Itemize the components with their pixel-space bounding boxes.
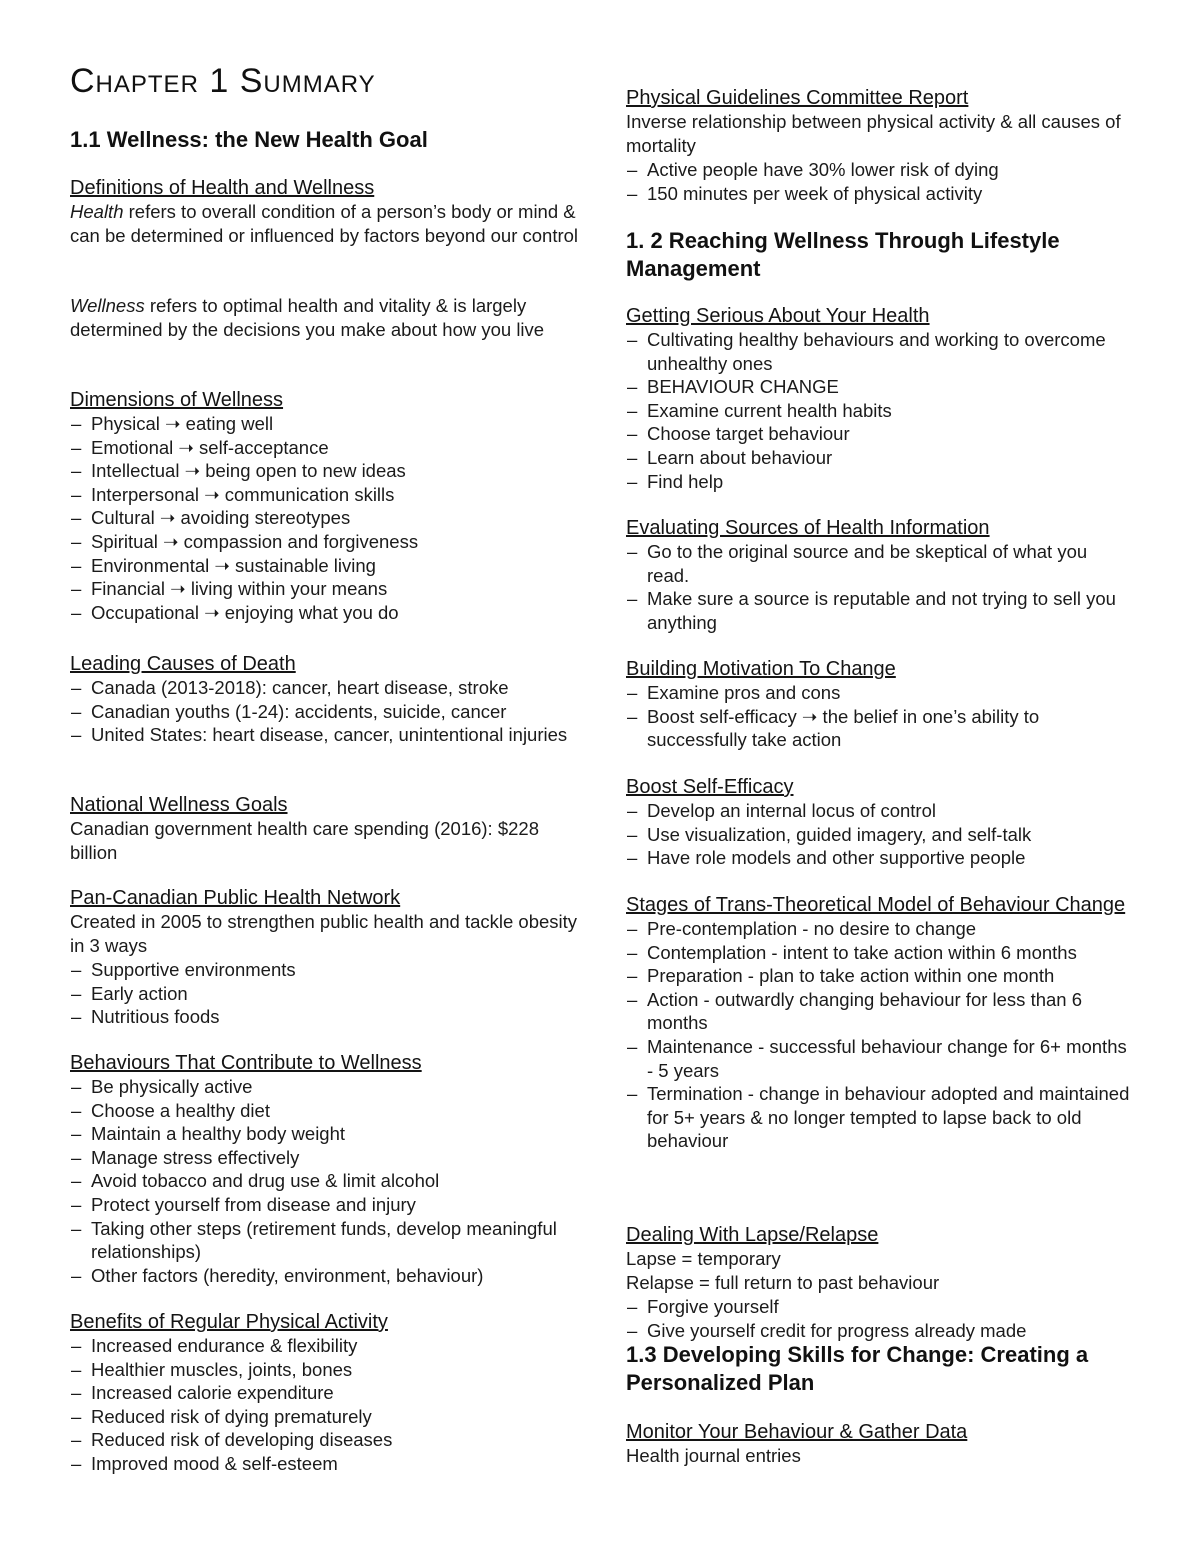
- list-item: – Physical ➝ eating well: [70, 412, 580, 436]
- definitions-block: [70, 176, 580, 248]
- subheading-sources: Evaluating Sources of Health Information: [626, 517, 990, 539]
- sources-list: [626, 540, 1131, 634]
- relapse-line: Relapse = full return to past behaviour: [626, 1272, 940, 1293]
- subheading-motivation: Building Motivation To Change: [626, 658, 896, 680]
- sources-block: [626, 516, 1131, 634]
- lapse-list: [626, 1295, 1131, 1342]
- monitor-text: Health journal entries: [626, 1445, 801, 1466]
- efficacy-block: [626, 775, 1131, 870]
- health-definition: [70, 200, 580, 248]
- subheading-stages: Stages of Trans-Theoretical Model of Behaviour Change: [626, 894, 1126, 916]
- list-item: – Interpersonal ➝ communication skills: [70, 483, 580, 507]
- section-heading-1-1: 1.1 Wellness: the New Health Goal: [70, 127, 428, 152]
- list-item: – Learn about behaviour: [626, 446, 1131, 470]
- list-item: – Termination - change in behaviour adopted and maintained for 5+ years & no longer tempted to lapse back to old behaviour: [626, 1082, 1131, 1153]
- list-item: – Canada (2013-2018): cancer, heart disease, stroke: [70, 676, 580, 700]
- subheading-benefits: Benefits of Regular Physical Activity: [70, 1311, 388, 1333]
- list-item: – Protect yourself from disease and injury: [70, 1193, 580, 1217]
- list-item: – Pre-contemplation - no desire to change: [626, 917, 1131, 941]
- list-item: – Increased calorie expenditure: [70, 1381, 580, 1405]
- subheading-serious: Getting Serious About Your Health: [626, 305, 930, 327]
- efficacy-list: [626, 799, 1131, 870]
- list-item: – Maintenance - successful behaviour change for 6+ months - 5 years: [626, 1035, 1131, 1082]
- stages-list: [626, 917, 1131, 1153]
- list-item: – 150 minutes per week of physical activity: [626, 182, 1131, 206]
- subheading-network: Pan-Canadian Public Health Network: [70, 887, 401, 909]
- subheading-definitions: Definitions of Health and Wellness: [70, 177, 375, 199]
- subheading-efficacy: Boost Self-Efficacy: [626, 776, 794, 798]
- list-item: – Reduced risk of developing diseases: [70, 1428, 580, 1452]
- subheading-behaviours: Behaviours That Contribute to Wellness: [70, 1052, 422, 1074]
- behaviours-list: [70, 1075, 580, 1287]
- committee-list: [626, 158, 1131, 205]
- list-item: – Financial ➝ living within your means: [70, 577, 580, 601]
- list-item: – Contemplation - intent to take action within 6 months: [626, 941, 1131, 965]
- list-item: – Choose target behaviour: [626, 422, 1131, 446]
- causes-block: [70, 652, 580, 747]
- list-item: – Active people have 30% lower risk of dying: [626, 158, 1131, 182]
- benefits-list: [70, 1334, 580, 1476]
- list-item: – Emotional ➝ self-acceptance: [70, 436, 580, 460]
- serious-block: [626, 304, 1131, 493]
- list-item: – Choose a healthy diet: [70, 1099, 580, 1123]
- dimensions-list: [70, 412, 580, 624]
- list-item: – Forgive yourself: [626, 1295, 1131, 1319]
- list-item: – Be physically active: [70, 1075, 580, 1099]
- list-item: – Environmental ➝ sustainable living: [70, 554, 580, 578]
- committee-block: [626, 86, 1131, 205]
- list-item: – Reduced risk of dying prematurely: [70, 1405, 580, 1429]
- subheading-monitor: Monitor Your Behaviour & Gather Data: [626, 1421, 968, 1443]
- behaviours-block: [70, 1051, 580, 1287]
- list-item: – United States: heart disease, cancer, unintentional injuries: [70, 723, 580, 747]
- list-item: – Examine pros and cons: [626, 681, 1131, 705]
- wellness-definition: [70, 294, 580, 342]
- list-item: – Nutritious foods: [70, 1005, 580, 1029]
- list-item: – Supportive environments: [70, 958, 580, 982]
- section-heading-1-3: 1.3 Developing Skills for Change: Creating a Personalized Plan: [626, 1342, 1089, 1395]
- health-term: Health: [70, 201, 124, 222]
- list-item: – Go to the original source and be skeptical of what you read.: [626, 540, 1131, 587]
- list-item: – Make sure a source is reputable and not trying to sell you anything: [626, 587, 1131, 634]
- list-item: – BEHAVIOUR CHANGE: [626, 375, 1131, 399]
- list-item: – Canadian youths (1-24): accidents, suicide, cancer: [70, 700, 580, 724]
- list-item: – Other factors (heredity, environment, behaviour): [70, 1264, 580, 1288]
- list-item: – Increased endurance & flexibility: [70, 1334, 580, 1358]
- list-item: – Maintain a healthy body weight: [70, 1122, 580, 1146]
- list-item: – Healthier muscles, joints, bones: [70, 1358, 580, 1382]
- wellness-definition-block: [70, 294, 580, 342]
- list-item: – Use visualization, guided imagery, and self-talk: [626, 823, 1131, 847]
- serious-list: [626, 328, 1131, 493]
- stages-block: [626, 893, 1131, 1153]
- network-list: [70, 958, 580, 1029]
- committee-text: Inverse relationship between physical activity & all causes of mortality: [626, 111, 1121, 156]
- causes-list: [70, 676, 580, 747]
- goals-text: Canadian government health care spending (2016): $228 billion: [70, 818, 539, 863]
- list-item: – Have role models and other supportive people: [626, 846, 1131, 870]
- network-text: Created in 2005 to strengthen public health and tackle obesity in 3 ways: [70, 911, 578, 956]
- list-item: – Manage stress effectively: [70, 1146, 580, 1170]
- benefits-block: [70, 1310, 580, 1476]
- list-item: – Improved mood & self-esteem: [70, 1452, 580, 1476]
- list-item: – Examine current health habits: [626, 399, 1131, 423]
- list-item: – Intellectual ➝ being open to new ideas: [70, 459, 580, 483]
- list-item: – Early action: [70, 982, 580, 1006]
- wellness-text: refers to optimal health and vitality & is largely determined by the decisions you make about how you live: [70, 295, 545, 340]
- list-item: – Develop an internal locus of control: [626, 799, 1131, 823]
- wellness-term: Wellness: [70, 295, 145, 316]
- list-item: – Occupational ➝ enjoying what you do: [70, 601, 580, 625]
- monitor-block: [626, 1420, 1131, 1468]
- list-item: – Find help: [626, 470, 1131, 494]
- subheading-dimensions: Dimensions of Wellness: [70, 389, 284, 411]
- lapse-block: [626, 1223, 1131, 1342]
- chapter-title: Chapter 1 Summary: [70, 62, 376, 100]
- lapse-line: Lapse = temporary: [626, 1248, 781, 1269]
- list-item: – Cultivating healthy behaviours and working to overcome unhealthy ones: [626, 328, 1131, 375]
- section-heading-1-2: 1. 2 Reaching Wellness Through Lifestyle Management: [626, 228, 1060, 281]
- health-text: refers to overall condition of a person’s body or mind & can be determined or influenced by factors beyond our control: [70, 201, 579, 246]
- list-item: – Avoid tobacco and drug use & limit alcohol: [70, 1169, 580, 1193]
- list-item: – Give yourself credit for progress already made: [626, 1319, 1131, 1343]
- subheading-goals: National Wellness Goals: [70, 794, 288, 816]
- list-item: – Cultural ➝ avoiding stereotypes: [70, 506, 580, 530]
- motivation-block: [626, 657, 1131, 752]
- subheading-lapse: Dealing With Lapse/Relapse: [626, 1224, 879, 1246]
- list-item: – Spiritual ➝ compassion and forgiveness: [70, 530, 580, 554]
- dimensions-block: [70, 388, 580, 624]
- subheading-causes: Leading Causes of Death: [70, 653, 296, 675]
- list-item: – Action - outwardly changing behaviour for less than 6 months: [626, 988, 1131, 1035]
- goals-block: [70, 793, 580, 865]
- list-item: – Preparation - plan to take action within one month: [626, 964, 1131, 988]
- network-block: [70, 886, 580, 1029]
- motivation-list: [626, 681, 1131, 752]
- subheading-committee: Physical Guidelines Committee Report: [626, 87, 969, 109]
- list-item: – Taking other steps (retirement funds, develop meaningful relationships): [70, 1217, 580, 1264]
- list-item: – Boost self-efficacy ➝ the belief in one’s ability to successfully take action: [626, 705, 1131, 752]
